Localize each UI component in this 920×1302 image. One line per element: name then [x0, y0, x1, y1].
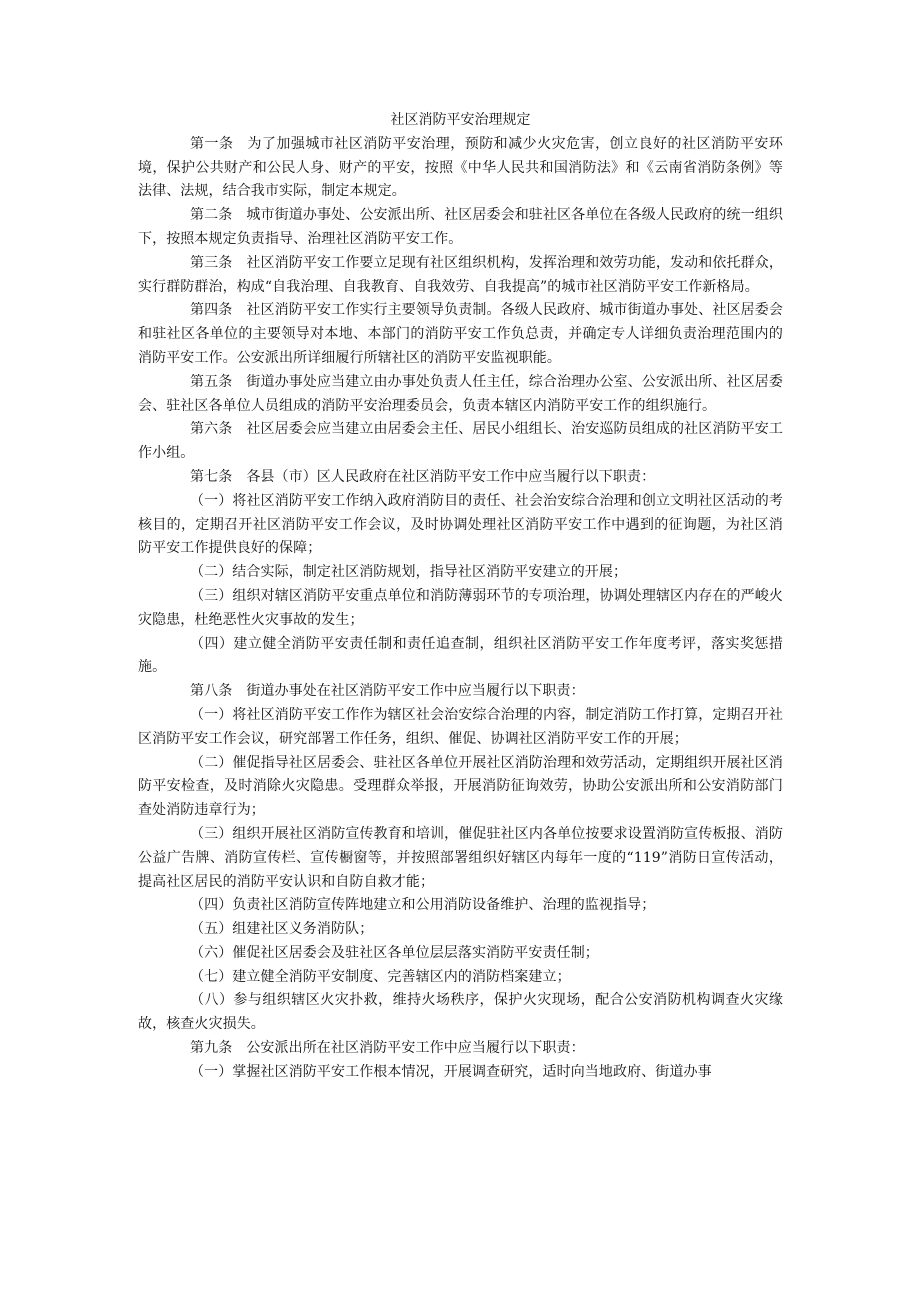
paragraph-text: 公安派出所在社区消防平安工作中应当履行以下职责： — [246, 1040, 585, 1057]
list-item — [138, 1061, 783, 1085]
paragraph-text: （三）组织对辖区消防平安重点单位和消防薄弱环节的专项治理，协调处理辖区内存在的严峻火灾隐患，杜绝恶性火灾事故的发生； — [138, 587, 783, 628]
paragraph-text: 各县（市）区人民政府在社区消防平安工作中应当履行以下职责： — [246, 468, 656, 485]
article-paragraph — [138, 299, 783, 370]
paragraph-text: （五）组建社区义务消防队； — [190, 921, 374, 938]
article-paragraph — [138, 252, 783, 300]
paragraph-text: （三）组织开展社区消防宣传教育和培训，催促驻社区内各单位按要求设置消防宣传板报、消防公益广告牌、消防宣传栏、宣传橱窗等，并按照部署组织好辖区内每年一度的“119”消防日宣传活动，提高社区居民的消防平安认识和自防自救才能； — [138, 825, 783, 890]
list-item — [138, 704, 783, 752]
list-item — [138, 966, 783, 990]
list-item — [138, 942, 783, 966]
article-label: 第四条 — [190, 302, 233, 319]
paragraph-text: （一）掌握社区消防平安工作根本情况，开展调查研究，适时向当地政府、街道办事 — [190, 1063, 712, 1080]
list-item — [138, 561, 783, 585]
article-label: 第八条 — [190, 683, 233, 700]
list-item — [138, 752, 783, 823]
paragraph-text: 社区消防平安工作实行主要领导负责制。各级人民政府、城市街道办事处、社区居委会和驻社区各单位的主要领导对本地、本部门的消防平安工作负总责，并确定专人详细负责治理范围内的消防平安工作。公安派出所详细履行所辖社区的消防平安监视职能。 — [138, 302, 783, 366]
list-item — [138, 894, 783, 918]
article-label: 第三条 — [190, 254, 233, 271]
article-paragraph — [138, 133, 783, 204]
paragraph-text: （一）将社区消防平安工作作为辖区社会治安综合治理的内容，制定消防工作打算，定期召开社区消防平安工作会议，研究部署工作任务，组织、催促、协调社区消防平安工作的开展； — [138, 706, 783, 747]
article-paragraph — [138, 371, 783, 419]
article-paragraph — [138, 680, 783, 704]
article-label: 第九条 — [190, 1040, 233, 1057]
article-label: 第六条 — [190, 421, 233, 438]
article-label: 第七条 — [190, 468, 233, 485]
document-body — [138, 133, 783, 1085]
paragraph-text: （六）催促社区居委会及驻社区各单位层层落实消防平安责任制； — [190, 944, 599, 961]
paragraph-text: （二）催促指导社区居委会、驻社区各单位开展社区消防治理和效劳活动，定期组织开展社区消防平安检查，及时消除火灾隐患。受理群众举报，开展消防征询效劳，协助公安派出所和公安消防部门查处消防违章行为； — [138, 754, 783, 819]
article-label: 第二条 — [190, 207, 233, 224]
paragraph-text: 街道办事处应当建立由办事处负责人任主任，综合治理办公室、公安派出所、社区居委会、驻社区各单位人员组成的消防平安治理委员会，负责本辖区内消防平安工作的组织施行。 — [138, 373, 783, 414]
paragraph-text: 为了加强城市社区消防平安治理，预防和减少火灾危害，创立良好的社区消防平安环境，保护公共财产和公民人身、财产的平安，按照《中华人民共和国消防法》和《云南省消防条例》等法律、法规，结合我市实际，制定本规定。 — [138, 135, 783, 200]
paragraph-text: 街道办事处在社区消防平安工作中应当履行以下职责： — [246, 683, 585, 700]
paragraph-text: （二）结合实际，制定社区消防规划，指导社区消防平安建立的开展； — [190, 564, 628, 581]
list-item — [138, 989, 783, 1037]
paragraph-text: （四）负责社区消防宣传阵地建立和公用消防设备维护、治理的监视指导； — [190, 897, 656, 914]
article-paragraph — [138, 418, 783, 466]
list-item — [138, 585, 783, 633]
article-paragraph — [138, 1037, 783, 1061]
article-label: 第一条 — [190, 135, 234, 152]
paragraph-text: （七）建立健全消防平安制度、完善辖区内的消防档案建立； — [190, 968, 571, 985]
paragraph-text: 社区消防平安工作要立足现有社区组织机构，发挥治理和效劳功能，发动和依托群众，实行群防群治，构成“自我治理、自我教育、自我效劳、自我提高”的城市社区消防平安工作新格局。 — [138, 254, 783, 295]
document-title: 社区消防平安治理规定 — [390, 112, 531, 128]
list-item — [138, 490, 783, 561]
paragraph-text: （八）参与组织辖区火灾扑救，维持火场秩序，保护火灾现场，配合公安消防机构调查火灾缘故，核查火灾损失。 — [138, 992, 783, 1033]
list-item — [138, 918, 783, 942]
paragraph-text: 城市街道办事处、公安派出所、社区居委会和驻社区各单位在各级人民政府的统一组织下，按照本规定负责指导、治理社区消防平安工作。 — [138, 207, 783, 247]
article-label: 第五条 — [190, 373, 233, 390]
paragraph-text: （一）将社区消防平安工作纳入政府消防目的责任、社会治安综合治理和创立文明社区活动的考核目的，定期召开社区消防平安工作会议，及时协调处理社区消防平安工作中遇到的征询题，为社区消防平安工作提供良好的保障； — [138, 492, 783, 557]
document-page — [138, 109, 783, 1085]
article-paragraph — [138, 204, 783, 252]
list-item — [138, 823, 783, 894]
paragraph-text: （四）建立健全消防平安责任制和责任追查制，组织社区消防平安工作年度考评，落实奖惩措施。 — [138, 635, 783, 676]
paragraph-text: 社区居委会应当建立由居委会主任、居民小组组长、治安巡防员组成的社区消防平安工作小组。 — [138, 421, 783, 462]
list-item — [138, 633, 783, 681]
article-paragraph — [138, 466, 783, 490]
